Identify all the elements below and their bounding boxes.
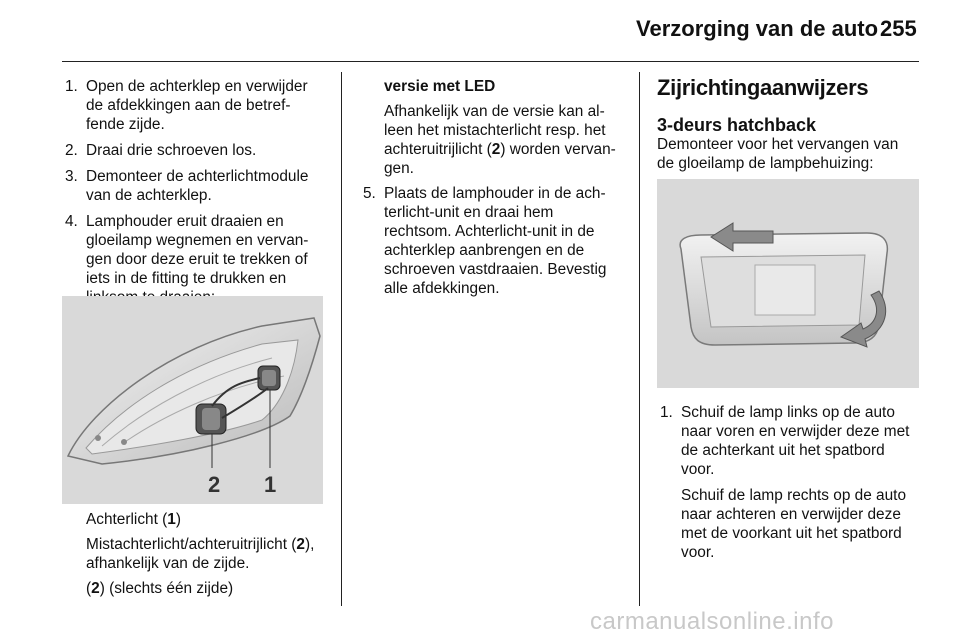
- text-line: Demonteer voor het vervangen van: [657, 136, 899, 153]
- text-span: achteruitrijlicht (: [384, 141, 492, 158]
- step-4: [62, 212, 337, 307]
- text-line: Schuif de lamp links op de auto: [681, 404, 895, 421]
- text-line: de afdekkingen aan de betref-: [86, 97, 291, 114]
- text-line: fende zijde.: [86, 116, 165, 133]
- tail-light-illustration: [62, 296, 323, 504]
- text-line: Afhankelijk van de versie kan al-: [384, 103, 605, 120]
- text-line: voor.: [681, 461, 715, 478]
- left-column: [62, 77, 337, 314]
- caption-text: Mistachterlicht/achteruitrijlicht (: [86, 536, 297, 553]
- step-number: 5.: [363, 185, 376, 202]
- column-divider-left: [341, 72, 342, 606]
- text-line: [384, 140, 635, 159]
- text-line: naar voren en verwijder deze met: [681, 423, 910, 440]
- step-1: [657, 403, 927, 562]
- header-rule: [62, 61, 919, 62]
- text-line: Schuif de lamp rechts op de auto: [681, 487, 907, 504]
- caption-fog-reverse: [62, 535, 337, 554]
- caption-text: ): [175, 511, 181, 528]
- step-text: [86, 77, 337, 134]
- text-line: Lamphouder eruit draaien en: [86, 213, 284, 230]
- caption-one-side: [62, 579, 337, 598]
- step-text: [86, 167, 337, 205]
- middle-column: [360, 77, 635, 305]
- section-subtitle: 3-deurs hatchback: [657, 115, 817, 135]
- text-line: de achterkant uit het spatbord: [681, 442, 885, 459]
- page-header-title: Verzorging van de auto: [636, 16, 879, 41]
- page-number: 255: [880, 16, 917, 41]
- text-line: gloeilamp wegnemen en vervan-: [86, 232, 309, 249]
- step-text: [384, 184, 635, 298]
- section-title: Zijrichtingaanwijzers: [657, 75, 869, 100]
- caption-ref-2: 2: [91, 580, 100, 597]
- step-number: 3.: [65, 168, 78, 185]
- figure-label-2: 2: [208, 472, 221, 497]
- step-number: 2.: [65, 142, 78, 159]
- text-line: achterklep aanbrengen en de: [384, 242, 585, 259]
- text-line: met de voorkant uit het spatbord: [681, 525, 902, 542]
- text-line: schroeven vastdraaien. Bevestig: [384, 261, 607, 278]
- indicator-figure: [657, 179, 919, 388]
- text-span: ) worden vervan-: [500, 141, 616, 158]
- caption-tail-light: [62, 510, 337, 529]
- watermark: carmanualsonline.info: [590, 608, 834, 635]
- text-line: Demonteer de achterlichtmodule: [86, 168, 309, 185]
- step-text: [681, 403, 927, 479]
- caption-text: Achterlicht (: [86, 511, 168, 528]
- text-line: Plaats de lamphouder in de ach-: [384, 185, 606, 202]
- text-line: naar achteren en verwijder deze: [681, 506, 901, 523]
- text-line: leen het mistachterlicht resp. het: [384, 122, 606, 139]
- left-caption: [62, 510, 337, 598]
- step-text: [86, 141, 337, 160]
- led-heading: versie met LED: [384, 78, 496, 95]
- intro-paragraph: [657, 135, 927, 173]
- text-line: alle afdekkingen.: [384, 280, 500, 297]
- caption-ref-1: 1: [167, 511, 176, 528]
- step-5: [360, 184, 635, 298]
- right-column: [657, 75, 927, 173]
- caption-text: ) (slechts één zijde): [99, 580, 234, 597]
- step-text: [86, 212, 337, 307]
- text-line: gen.: [384, 160, 414, 177]
- tail-light-figure: [62, 296, 323, 504]
- text-line: iets in de fitting te drukken en: [86, 270, 287, 287]
- caption-text: ),: [304, 536, 315, 553]
- text-line: rechtsom. Achterlicht-unit in de: [384, 223, 595, 240]
- text-line: de gloeilamp de lampbehuizing:: [657, 155, 874, 172]
- middle-step-list: [360, 184, 635, 298]
- text-line: Draai drie schroeven los.: [86, 142, 257, 159]
- led-paragraph: [360, 102, 635, 178]
- figure-label-1: 1: [264, 472, 277, 497]
- step-number: 1.: [65, 78, 78, 95]
- text-line: voor.: [681, 544, 715, 561]
- step-1: [62, 77, 337, 134]
- step-number: 4.: [65, 213, 78, 230]
- right-step-list: [657, 403, 927, 562]
- step-extra-text: [681, 486, 927, 562]
- text-line: van de achterklep.: [86, 187, 212, 204]
- text-line: Open de achterklep en verwijder: [86, 78, 308, 95]
- caption-side-note: afhankelijk van de zijde.: [86, 555, 250, 572]
- text-line: gen door deze eruit te trekken of: [86, 251, 308, 268]
- indicator-illustration: [657, 179, 919, 388]
- caption-ref-2: 2: [296, 536, 305, 553]
- left-step-list: [62, 77, 337, 307]
- ref-2: 2: [491, 141, 501, 158]
- step-number: 1.: [660, 404, 673, 421]
- step-2: [62, 141, 337, 160]
- column-divider-right: [639, 72, 640, 606]
- text-line: terlicht-unit en draai hem: [384, 204, 554, 221]
- right-steps: [657, 403, 927, 569]
- step-3: [62, 167, 337, 205]
- caption-text: (: [86, 580, 92, 597]
